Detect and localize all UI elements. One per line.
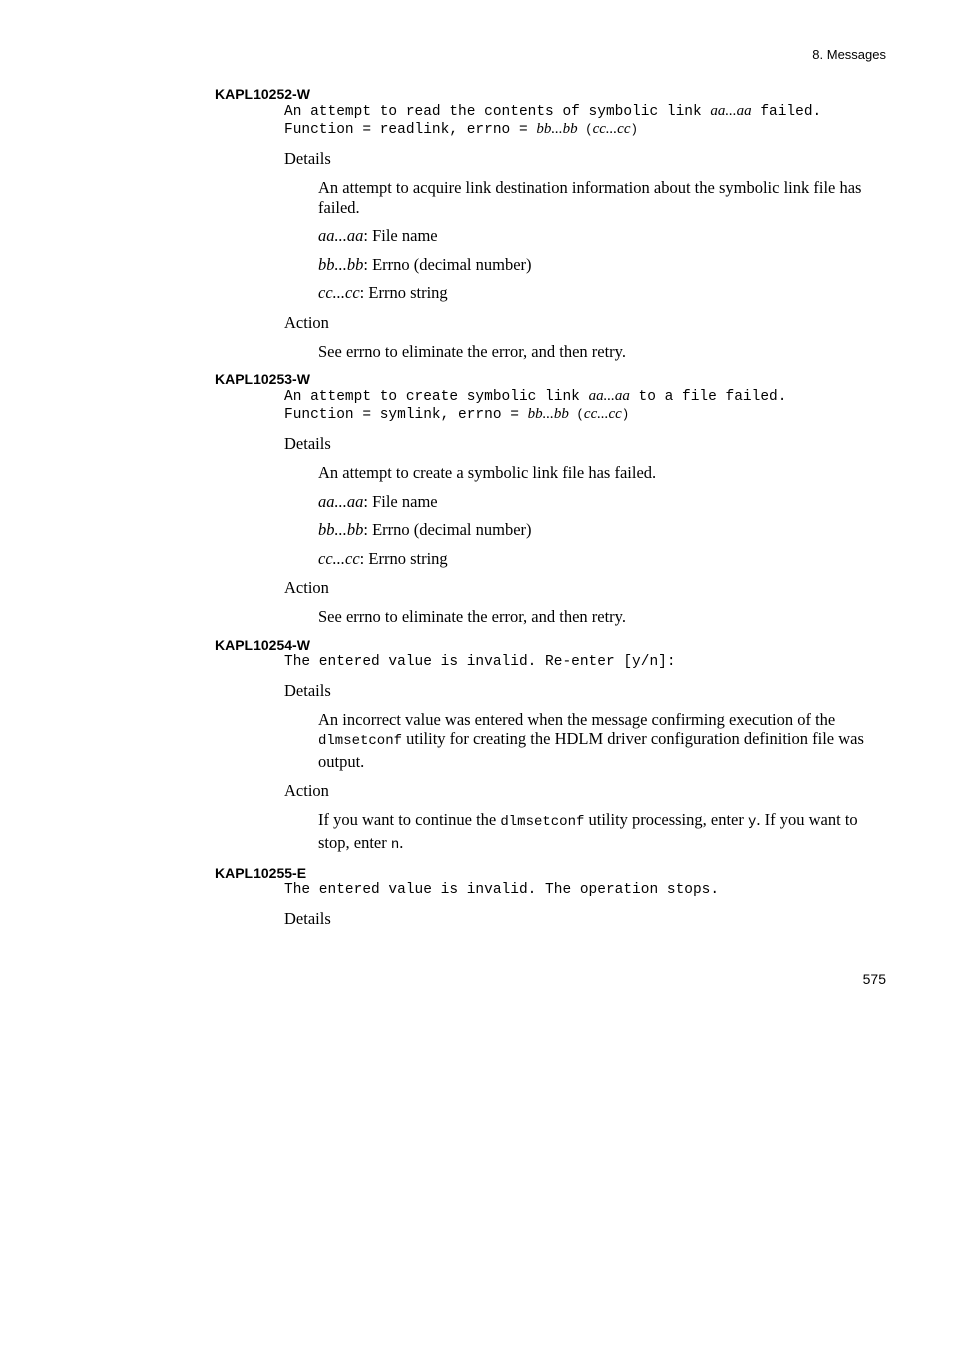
message-variable: bb...bb [536,121,578,137]
variable-meaning: : File name [363,491,438,511]
message-variable: cc...cc [592,121,631,137]
message-text-part: Function = symlink, errno = [284,407,528,423]
message-entry [215,865,887,929]
action-paragraph: See errno to eliminate the error, and then retry. [318,341,626,361]
action-text-part: . [399,832,404,852]
action-paragraph: See errno to eliminate the error, and then retry. [318,607,626,626]
details-label: Details [284,149,331,168]
message-text [284,103,887,139]
message-id: KAPL10253-W [215,371,310,387]
message-list [215,86,887,929]
variable-description [318,283,887,303]
message-id: KAPL10252-W [215,86,310,102]
details-paragraph: An attempt to create a symbolic link file has failed. [318,463,657,482]
message-entry [215,637,887,856]
variable-meaning: : Errno string [359,548,448,568]
message-variable: cc...cc [583,406,622,422]
action-text-part: utility processing, enter [584,810,748,829]
action-label: Action [284,578,329,597]
message-entry [215,86,887,361]
variable-description [318,520,887,540]
variable-meaning: : Errno (decimal number) [363,520,532,539]
action-label: Action [284,312,329,332]
variable-meaning: : File name [363,226,438,245]
message-variable: aa...aa [710,103,752,119]
message-variable: bb...bb [527,406,569,422]
variable-description [318,492,887,512]
command-name: dlmsetconf [500,814,585,830]
variable-meaning: : Errno (decimal number) [363,254,532,274]
variable-name: cc...cc [318,548,360,568]
variable-name: bb...bb [318,520,364,539]
page-number: 575 [862,971,886,987]
message-text-part: failed. [751,104,822,120]
action-text-part: If you want to continue the [318,810,501,829]
variable-name: bb...bb [318,254,364,274]
message-text-part: ) [621,408,630,422]
message-text: The entered value is invalid. The operation stops. [284,882,720,898]
input-value: n [390,836,400,853]
message-variable: aa...aa [588,388,630,404]
details-paragraph [318,710,887,772]
message-text-part: ( [577,123,593,137]
details-paragraph: An attempt to acquire link destination information about the symbolic link file has failed. [318,178,862,217]
variable-meaning: : Errno string [359,283,448,302]
variable-name: aa...aa [318,491,364,511]
variable-description [318,549,887,569]
action-text-part: . If you want to stop, enter [318,810,858,852]
details-text-part: An incorrect value was entered when the message confirming execution of the [318,709,836,729]
command-name: dlmsetconf [318,733,403,749]
message-text [284,388,887,424]
message-text-part: ) [630,123,639,137]
variable-description [318,255,887,275]
message-text-part: An attempt to read the contents of symbolic link [284,104,711,120]
message-text-part: Function = readlink, errno = [284,122,537,138]
message-entry [215,371,887,627]
running-header: 8. Messages [812,47,886,62]
message-id: KAPL10255-E [215,865,307,881]
message-text: The entered value is invalid. Re-enter [y/n]: [284,653,676,670]
message-text-part: ( [568,408,584,422]
message-text-part: An attempt to create symbolic link [284,389,589,405]
variable-name: cc...cc [318,283,360,302]
variable-name: aa...aa [318,226,364,245]
details-label: Details [284,909,331,928]
input-value: y [747,814,757,830]
details-label: Details [284,434,331,453]
message-text-part: to a file failed. [629,389,787,405]
action-label: Action [284,781,329,800]
variable-description [318,226,887,246]
message-id: KAPL10254-W [215,636,310,653]
action-paragraph [318,810,887,855]
details-text-part: utility for creating the HDLM driver configuration definition file was output. [318,729,864,771]
details-label: Details [284,680,331,700]
